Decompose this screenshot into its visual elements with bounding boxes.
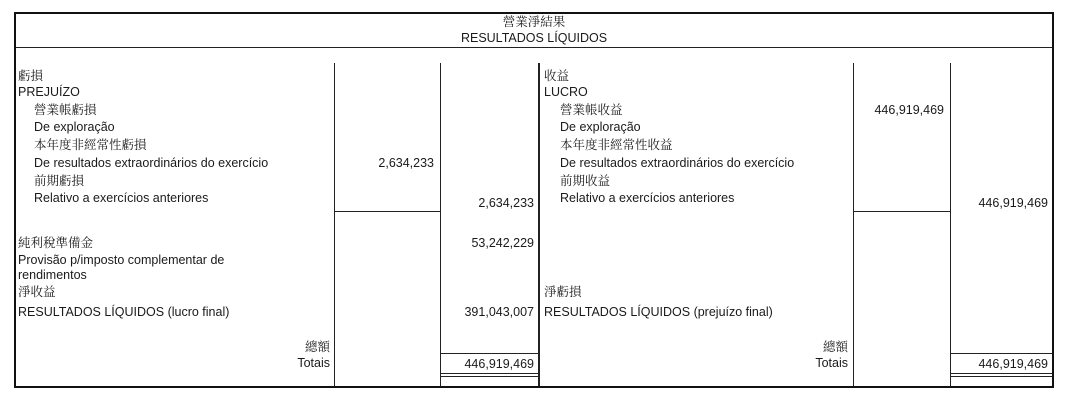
provisao-value: 53,242,229: [471, 236, 534, 250]
left-totais-value: 446,919,469: [464, 357, 534, 371]
subtotal-line: [334, 211, 440, 212]
anteriores-gain-zh: 前期收益: [560, 174, 611, 188]
left-totais-zh: 總額: [304, 340, 330, 354]
extra-loss-label: De resultados extraordinários do exercício: [34, 156, 269, 170]
total-double-line: [950, 373, 1052, 374]
exploracao-loss-label: De exploração: [34, 120, 115, 134]
anteriores-loss-zh: 前期虧損: [34, 174, 85, 188]
lucro-total-value: 446,919,469: [978, 196, 1048, 210]
right-totais-label: Totais: [815, 356, 848, 370]
left-totais-label: Totais: [297, 356, 330, 370]
prejuizo-total-value: 2,634,233: [478, 196, 534, 210]
lucro-final-label: RESULTADOS LÍQUIDOS (lucro final): [18, 305, 230, 319]
anteriores-loss-label: Relativo a exercícios anteriores: [34, 191, 209, 205]
anteriores-gain-label: Relativo a exercícios anteriores: [560, 191, 735, 205]
provisao-label-line1: Provisão p/imposto complementar de: [18, 253, 225, 267]
lucro-final-zh: 淨收益: [18, 285, 56, 299]
total-double-line: [950, 376, 1052, 377]
total-double-line: [440, 376, 538, 377]
title-portuguese: RESULTADOS LÍQUIDOS: [460, 31, 608, 45]
exploracao-loss-zh: 營業帳虧損: [34, 103, 97, 117]
prejuizo-label: PREJUÍZO: [18, 85, 80, 99]
prejuizo-label-zh: 虧損: [18, 69, 44, 83]
subtotal-line: [853, 211, 950, 212]
column-divider: [950, 63, 951, 386]
prejuizo-final-label: RESULTADOS LÍQUIDOS (prejuízo final): [544, 305, 773, 319]
total-line: [950, 353, 1052, 354]
column-divider: [334, 63, 335, 386]
lucro-label: LUCRO: [544, 85, 588, 99]
provisao-label-line2: rendimentos: [18, 268, 87, 282]
total-double-line: [440, 373, 538, 374]
right-totais-value: 446,919,469: [978, 357, 1048, 371]
prejuizo-final-zh: 淨虧損: [544, 285, 582, 299]
column-divider: [440, 63, 441, 386]
provisao-zh: 純利稅準備金: [18, 236, 94, 250]
title-chinese: 營業淨結果: [502, 15, 566, 29]
right-totais-zh: 總額: [822, 340, 848, 354]
extra-loss-zh: 本年度非經常性虧損: [34, 138, 147, 152]
total-line: [440, 353, 538, 354]
extra-gain-zh: 本年度非經常性收益: [560, 138, 673, 152]
exploracao-gain-label: De exploração: [560, 120, 641, 134]
header-divider: [16, 47, 1052, 48]
exploracao-gain-zh: 營業帳收益: [560, 103, 623, 117]
results-table: [14, 12, 1054, 388]
exploracao-gain-value: 446,919,469: [874, 103, 944, 117]
lucro-final-value: 391,043,007: [464, 305, 534, 319]
extra-gain-label: De resultados extraordinários do exercício: [560, 156, 795, 170]
center-divider: [538, 63, 540, 386]
lucro-label-zh: 收益: [544, 69, 570, 83]
extra-loss-value: 2,634,233: [378, 156, 434, 170]
